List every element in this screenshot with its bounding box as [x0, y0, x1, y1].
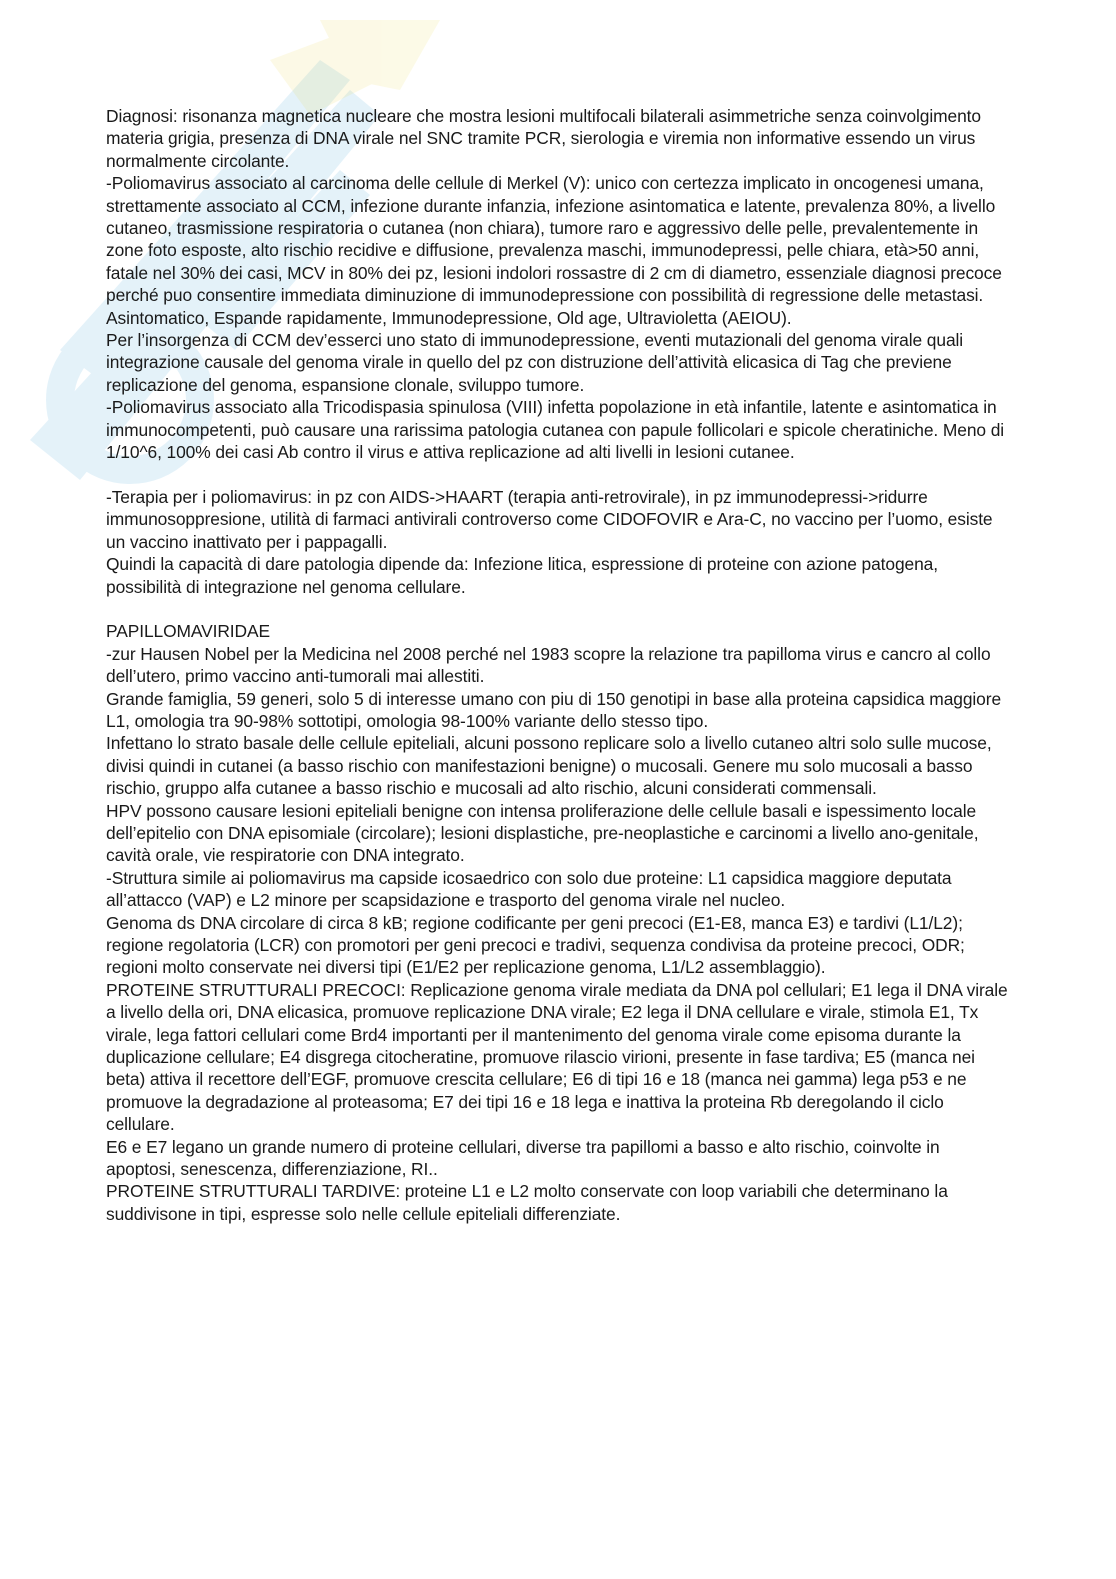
paragraph-proteine-tardive: PROTEINE STRUTTURALI TARDIVE: proteine L1 e L2 molto conservate con loop variabili che determinano la suddivisone in tipi, espresse solo nelle cellule epiteliali differenziate.: [106, 1181, 948, 1224]
paragraph-aeiou: Asintomatico, Espande rapidamente, Immunodepressione, Old age, Ultravioletta (AEIOU).: [106, 307, 792, 328]
section-heading-papillomaviridae: PAPILLOMAVIRIDAE: [106, 621, 270, 642]
paragraph-genoma: Genoma ds DNA circolare di circa 8 kB; regione codificante per geni precoci (E1-E8, manca E3) e tardivi (L1/L2); regione regolatoria (LCR) con promotori per geni precoci e tradivi, sequenza condivisa da proteine precoci, ODR; regioni molto conservate nei diversi tipi (E1/E2 per replicazione genoma, L1/L2 assemblaggio).: [106, 912, 965, 978]
paragraph-merkel: -Poliomavirus associato al carcinoma delle cellule di Merkel (V): unico con certezza implicato in oncogenesi umana, strettamente associato al CCM, infezione durante infanzia, infezione asintomatica e latente, prevalenza 80%, a livello cutaneo, trasmissione respiratoria o cutanea (non chiara), tumore raro e aggressivo delle pelle, prevalentemente in zone foto esposte, alto rischio recidive e diffusione, prevalenza maschi, immunodepressi, pelle chiara, età>50 anni, fatale nel 30% dei casi, MCV in 80% dei pz, lesioni indolori rossastre di 2 cm di diametro, essenziale diagnosi precoce perché puo consentire immediata diminuzione di immunodepressione con possibilità di regressione delle metastasi.: [106, 173, 1002, 306]
paragraph-struttura: -Struttura simile ai poliomavirus ma capside icosaedrico con solo due proteine: L1 capsidica maggiore deputata all’attacco (VAP) e L2 minore per scapsidazione e trasporto del genoma virale nel nucleo.: [106, 867, 952, 911]
paragraph-patologia: Quindi la capacità di dare patologia dipende da: Infezione litica, espressione di proteine con azione patogena, possibilità di integrazione nel genoma cellulare.: [106, 554, 938, 597]
paragraph-infettano: Infettano lo strato basale delle cellule epiteliali, alcuni possono replicare solo a livello cutaneo altri solo sulle mucose, divisi quindi in cutanei (a basso rischio con manifestazioni benigne) o mucosali. Genere mu solo mucosali a basso rischio, gruppo alfa cutanee a basso rischio e mucosali ad alto rischio, alcuni considerati commensali.: [106, 733, 992, 799]
blank-line: [106, 464, 1011, 486]
blank-line: [106, 598, 1011, 620]
paragraph-zur-hausen: -zur Hausen Nobel per la Medicina nel 2008 perché nel 1983 scopre la relazione tra papilloma virus e cancro al collo dell’utero, primo vaccino anti-tumorali mai allestiti.: [106, 643, 991, 687]
paragraph-ccm: Per l’insorgenza di CCM dev’esserci uno stato di immunodepressione, eventi mutazionali del genoma virale quali integrazione causale del genoma virale in quello del pz con distruzione dell’attività elicasica di Tag che previene replicazione del genoma, espansione clonale, sviluppo tumore.: [106, 330, 964, 395]
paragraph-proteine-precoci: PROTEINE STRUTTURALI PRECOCI: Replicazione genoma virale mediata da DNA pol cellulari; E1 lega il DNA virale a livello della ori, DNA elicasica, promuove replicazione DNA virale; E2 lega il DNA cellulare e virale, stimola E1, Tx virale, lega fattori cellulari come Brd4 importanti per il mantenimento del genoma virale come episoma durante la duplicazione cellulare; E4 disgrega citocheratine, promuove rilascio virioni, presente in fase tardiva; E5 (manca nei beta) attiva il recettore dell’EGF, promuove crescita cellulare; E6 di tipi 16 e 18 (manca nei gamma) lega p53 e ne promuove la degradazione al proteasoma; E7 dei tipi 16 e 18 lega e inattiva la proteina Rb deregolando il ciclo cellulare.: [106, 979, 1008, 1135]
paragraph-famiglia: Grande famiglia, 59 generi, solo 5 di interesse umano con piu di 150 genotipi in base alla proteina capsidica maggiore L1, omologia tra 90-98% sottotipi, omologia 98-100% variante dello stesso tipo.: [106, 688, 1002, 731]
paragraph-tricodispasia: -Poliomavirus associato alla Tricodispasia spinulosa (VIII) infetta popolazione in età infantile, latente e asintomatica in immunocompetenti, può causare una rarissima patologia cutanea con papule follicolari e spicole cheratiniche. Meno di 1/10^6, 100% dei casi Ab contro il virus e attiva replicazione ad alti livelli in lesioni cutanee.: [106, 397, 1005, 463]
document-body: [106, 105, 1011, 1225]
paragraph-e6-e7: E6 e E7 legano un grande numero di proteine cellulari, diverse tra papillomi a basso e alto rischio, coinvolte in apoptosi, senescenza, differenziazione, RI..: [106, 1136, 940, 1180]
paragraph-terapia: -Terapia per i poliomavirus: in pz con AIDS->HAART (terapia anti-retrovirale), in pz immunodepressi->ridurre immunosoppresione, utilità di farmaci antivirali controverso come CIDOFOVIR e Ara-C, no vaccino per l’uomo, esiste un vaccino inattivato per i pappagalli.: [106, 486, 993, 552]
paragraph-diagnosi: Diagnosi: risonanza magnetica nucleare che mostra lesioni multifocali bilaterali asimmetriche senza coinvolgimento materia grigia, presenza di DNA virale nel SNC tramite PCR, sierologia e viremia non informative essendo un virus normalmente circolante.: [106, 106, 981, 171]
paragraph-hpv-lesioni: HPV possono causare lesioni epiteliali benigne con intensa proliferazione delle cellule basali e ispessimento locale dell’epitelio con DNA episomiale (circolare); lesioni displastiche, pre-neoplastiche e carcinomi a livello ano-genitale, cavità orale, vie respiratorie con DNA integrato.: [106, 800, 979, 866]
